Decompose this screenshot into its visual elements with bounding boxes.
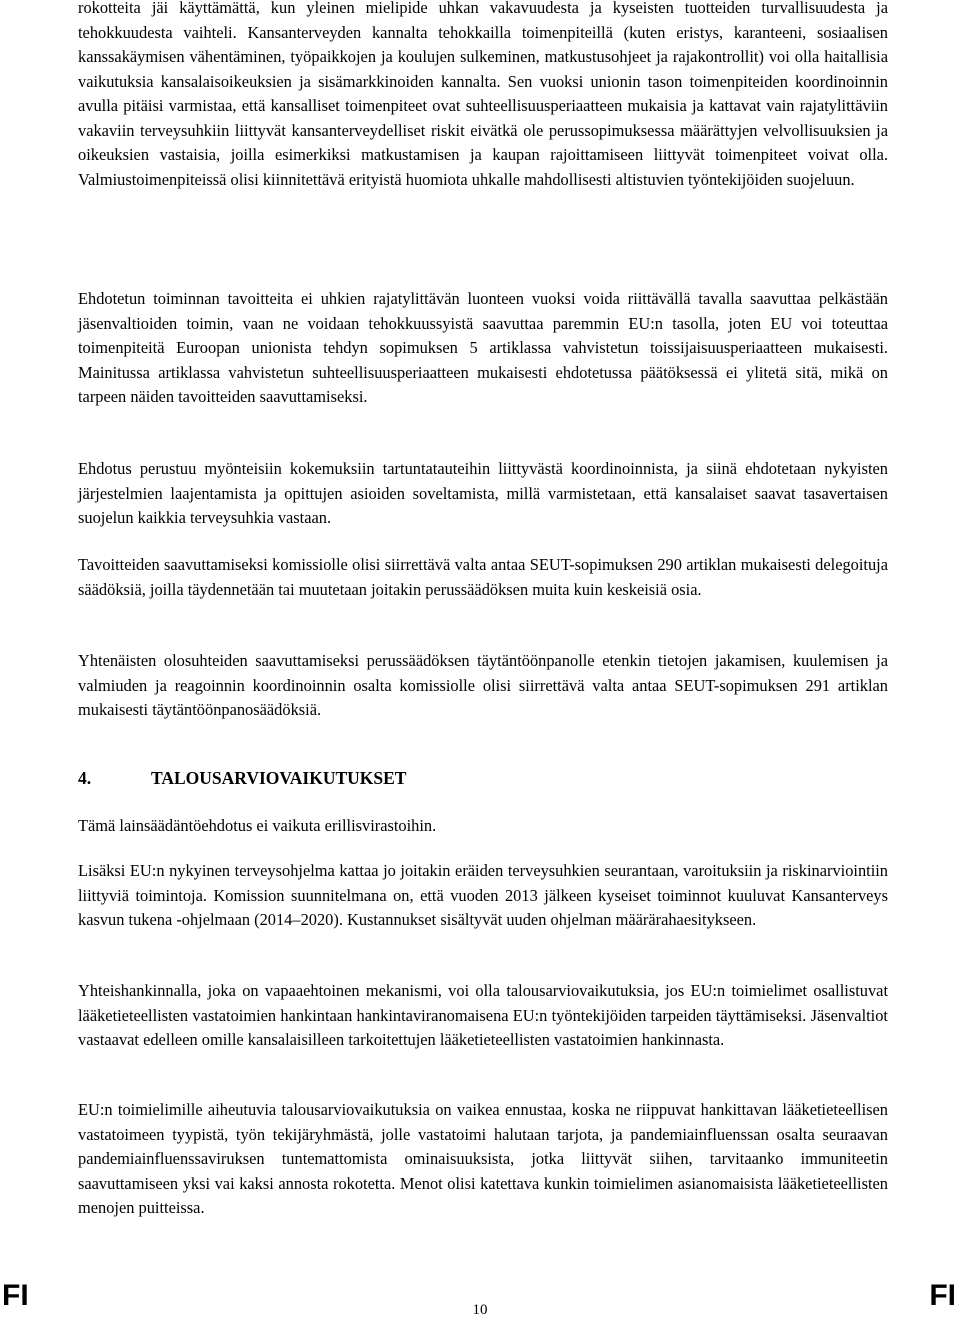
paragraph-implementing-acts: Yhtenäisten olosuhteiden saavuttamiseksi perussäädöksen täytäntöönpanolle etenkin tietojen jakamisen, kuulemisen ja valmiuden ja reagoinnin koordinoinnin osalta komissiolle olisi siirrettävä valta antaa SEUT-sopimuksen 291 artiklan mukaisesti täytäntöönpanosäädöksiä. xyxy=(78,651,888,719)
footer-language-right: FI xyxy=(929,1279,956,1312)
page-number: 10 xyxy=(472,1302,488,1318)
section-heading xyxy=(78,766,406,790)
paragraph-health-programme: Lisäksi EU:n nykyinen terveysohjelma kattaa jo joitakin eräiden terveysuhkien seurantaan, varoituksiin ja riskinarviointiin liittyviä toimintoja. Komission suunnitelmana on, että vuoden 2013 jälkeen kyseiset toiminnot kuuluvat Kansanterveys kasvun tukena -ohjelmaan (2014–2020). Kustannukset sisältyvät uuden ohjelman määrärahaesitykseen. xyxy=(78,861,888,929)
section-title: TALOUSARVIOVAIKUTUKSET xyxy=(151,768,407,788)
paragraph-proposal-basis: Ehdotus perustuu myönteisiin kokemuksiin tartuntatauteihin liittyvästä koordinoinnista, ja siinä ehdotetaan nykyisten järjestelmien laajentamista ja opittujen asioiden soveltamista, millä varmistetaan, että kansalaiset saavat tasavertaisen suojelun kaikkia terveysuhkia vastaan. xyxy=(78,459,888,527)
paragraph-public-health-measures: rokotteita jäi käyttämättä, kun yleinen mielipide uhkan vakavuudesta ja kyseisten tuotteiden turvallisuudesta ja tehokkuudesta vaihteli. Kansanterveyden kannalta tehokkailla toimenpiteillä (kuten eristys, karanteeni, sosiaalisen kanssakäymisen vähentäminen, työpaikkojen ja koulujen sulkeminen, matkustusohjeet ja rajakontrollit) voi olla haitallisia vaikutuksia kansalaisoikeuksien ja sisämarkkinoiden kannalta. Sen vuoksi unionin tason toimenpiteiden koordinoinnin avulla pitäisi varmistaa, että kansalliset toimenpiteet ovat suhteellisuusperiaatteen mukaisia ja kattavat vain rajatylittäviin vakaviin terveysuhkiin liittyvät kansanterveydelliset riskit eivätkä ole perussopimuksessa määrättyjen velvollisuuksien ja oikeuksien vastaisia, joilla esimerkiksi matkustamisen ja kaupan rajoittamiseen liittyvät toimenpiteet voivat olla. Valmiustoimenpiteissä olisi kiinnitettävä erityistä huomiota uhkalle mahdollisesti altistuvien työntekijöiden suojeluun. xyxy=(78,0,888,189)
section-number: 4. xyxy=(78,768,92,788)
paragraph-subsidiarity: Ehdotetun toiminnan tavoitteita ei uhkien rajatylittävän luonteen vuoksi voida riittävällä tavalla saavuttaa pelkästään jäsenvaltioiden toimin, vaan ne voidaan tehokkuussyistä saavuttaa paremmin EU:n tasolla, joten EU voi toteuttaa toimenpiteitä Euroopan unionista tehdyn sopimuksen 5 artiklassa vahvistetun toissijaisuusperiaatteen mukaisesti. Mainitussa artiklassa vahvistetun suhteellisuusperiaatteen mukaisesti ehdotetussa päätöksessä ei ylitetä sitä, mikä on tarpeen näiden tavoitteiden saavuttamiseksi. xyxy=(78,289,888,406)
paragraph-agencies: Tämä lainsäädäntöehdotus ei vaikuta erillisvirastoihin. xyxy=(78,816,437,835)
paragraph-joint-procurement: Yhteishankinnalla, joka on vapaaehtoinen mekanismi, voi olla talousarviovaikutuksia, jos EU:n toimielimet osallistuvat lääketieteellisten vastatoimien hankintaan hankintaviranomaisena EU:n työntekijöiden tarpeiden täyttämiseksi. Jäsenvaltiot vastaavat edelleen omille kansalaisilleen tarkoitettujen lääketieteellisten vastatoimien hankinnasta. xyxy=(78,981,888,1049)
paragraph-delegated-acts: Tavoitteiden saavuttamiseksi komissiolle olisi siirrettävä valta antaa SEUT-sopimuksen 290 artiklan mukaisesti delegoituja säädöksiä, joilla täydennetään tai muutetaan joitakin perussäädöksen muita kuin keskeisiä osia. xyxy=(78,555,888,599)
footer-language-left: FI xyxy=(2,1279,29,1312)
paragraph-budget-impacts: EU:n toimielimille aiheutuvia talousarviovaikutuksia on vaikea ennustaa, koska ne riippuvat hankittavan lääketieteellisen vastatoimeen tyypistä, työn tekijäryhmästä, jolle vastatoimi halutaan tarjota, ja pandemiainfluenssan osalta seuraavan pandemiainfluenssaviruksen tuntemattomista ominaisuuksista, jotka liittyvät siihen, tarvitaanko immuniteetin saavuttamiseen yksi vai kaksi annosta rokotetta. Menot olisi katettava kunkin toimielimen asianomaisista lääketieteellisten menojen puitteissa. xyxy=(78,1100,888,1217)
